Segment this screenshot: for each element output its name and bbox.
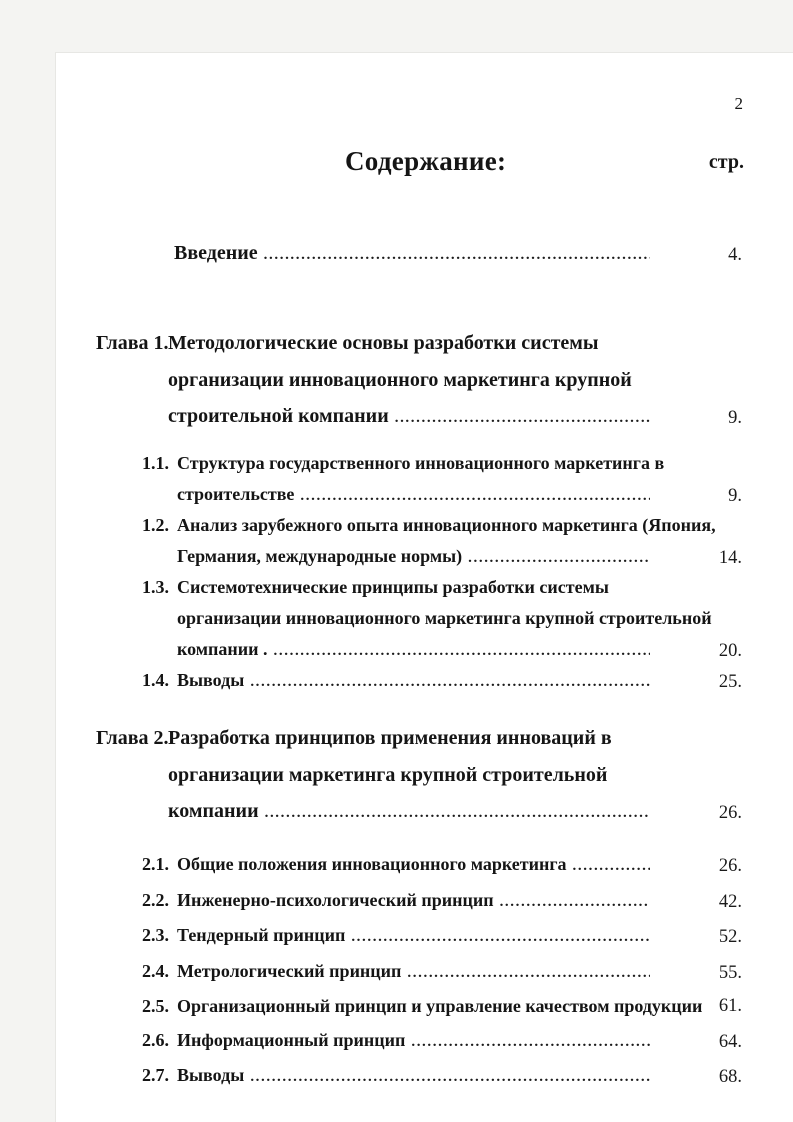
toc-entry-text-line: организации инновационного маркетинга крупной	[168, 368, 632, 391]
toc-entry-text: Метрологический принцип	[177, 960, 402, 981]
toc-entry	[0, 572, 793, 667]
toc-entry-number: Глава 2.	[96, 727, 169, 749]
toc-entry-text: строительной компании	[168, 405, 389, 427]
toc-entry-text-line	[177, 1025, 650, 1058]
toc-entry-text-line: Системотехнические принципы разработки системы	[177, 577, 609, 597]
toc-page-number: 55.	[718, 962, 742, 983]
toc-page-number: 4.	[728, 245, 742, 265]
toc-entry-text-line	[177, 634, 650, 667]
toc-entry	[0, 1025, 793, 1058]
toc-page-number: 52.	[718, 927, 742, 947]
toc-entry-text-line	[177, 885, 650, 918]
toc-entry-number: 1.1.	[142, 453, 169, 473]
toc-entry-text-line	[177, 541, 650, 574]
toc-page-number: 14.	[718, 548, 742, 568]
toc-entry-text-line	[168, 398, 650, 437]
toc-entry	[0, 448, 793, 512]
toc-group-chapter-1	[0, 325, 793, 437]
toc-entry	[0, 238, 793, 271]
toc-entry	[0, 1060, 793, 1093]
toc-entry-number: 2.5.	[142, 996, 169, 1016]
toc-entry-text-line	[177, 956, 650, 989]
toc-page-number: 68.	[718, 1067, 742, 1087]
dot-leader	[500, 887, 650, 918]
dot-leader	[265, 795, 650, 832]
toc-entry-number: 1.4.	[142, 670, 169, 690]
dot-leader	[250, 667, 650, 698]
toc-entry-text-line	[168, 793, 650, 832]
toc-entry-text-line	[174, 238, 650, 271]
toc-entry-number: Глава 1.	[96, 332, 169, 354]
dot-leader	[300, 481, 650, 512]
page-number: 2	[734, 94, 743, 113]
toc-group-sections-1	[0, 448, 793, 696]
toc-entry-text-line	[177, 665, 650, 698]
toc-entry-text: Введение	[174, 242, 258, 264]
toc-entry-number: 2.1.	[142, 854, 169, 874]
toc-page-number: 9.	[728, 486, 742, 506]
toc-entry-text-line: Методологические основы разработки системы	[168, 332, 599, 354]
toc-group-sections-2	[0, 849, 793, 1096]
toc-entry-number: 2.4.	[142, 960, 169, 981]
toc-entry	[0, 849, 793, 882]
toc-group-chapter-2	[0, 720, 793, 832]
dot-leader	[573, 851, 650, 882]
toc-entry-text-line: Разработка принципов применения инноваций в	[168, 727, 612, 749]
toc-entry-text: Общие положения инновационного маркетинга	[177, 854, 567, 874]
toc-page-number: 42.	[718, 891, 742, 912]
toc-page-number: 26.	[718, 856, 742, 876]
toc-entry-text-line	[177, 1060, 650, 1093]
dot-leader	[395, 400, 650, 437]
toc-entry-number: 1.3.	[142, 577, 169, 597]
page-column-heading: стр.	[708, 151, 744, 173]
toc-group-intro	[0, 238, 793, 271]
toc-entry-text-line	[177, 920, 650, 953]
toc-entry	[0, 665, 793, 698]
toc-entry-text: Выводы	[177, 1065, 245, 1085]
toc-entry-text: Организационный принцип и управление качеством продукции	[177, 996, 703, 1016]
toc-entry-text-line: организации инновационного маркетинга крупной строительной	[177, 608, 712, 628]
dot-leader	[264, 240, 650, 271]
toc-entry-number: 2.3.	[142, 925, 169, 945]
toc-page-number: 61.	[718, 996, 742, 1016]
toc-entry-text: Информационный принцип	[177, 1029, 406, 1050]
toc-entry	[0, 510, 793, 574]
toc-entry-text-line	[177, 849, 650, 882]
toc-entry-text-line	[177, 479, 650, 512]
toc-entry	[0, 956, 793, 989]
toc-entry-text-line: Анализ зарубежного опыта инновационного маркетинга (Япония,	[177, 515, 716, 535]
dot-leader	[250, 1062, 650, 1093]
toc-page-number: 9.	[728, 408, 742, 428]
toc-entry-number: 2.7.	[142, 1065, 169, 1085]
toc-entry-number: 2.6.	[142, 1029, 169, 1050]
toc-entry	[0, 885, 793, 918]
dot-leader	[468, 543, 650, 574]
toc-entry-text: компании	[168, 800, 259, 822]
toc-entry-text: Германия, международные нормы)	[177, 546, 463, 566]
dot-leader	[411, 1027, 650, 1058]
dot-leader	[351, 922, 650, 953]
toc-entry-text: Тендерный принцип	[177, 925, 346, 945]
toc-page-number: 25.	[718, 672, 742, 692]
toc-entry-text-line: организации маркетинга крупной строительной	[168, 763, 608, 786]
toc-entry-number: 2.2.	[142, 889, 169, 910]
toc-entry-text-line: Структура государственного инновационного маркетинга в	[177, 453, 665, 473]
toc-entry	[0, 991, 793, 1022]
toc-entry-number: 1.2.	[142, 515, 169, 535]
toc-entry-text: компании .	[177, 639, 268, 659]
dot-leader	[407, 958, 650, 989]
toc-entry-text: Инженерно-психологический принцип	[177, 889, 494, 910]
toc-entry-text: строительстве	[177, 484, 295, 504]
dot-leader	[274, 636, 650, 667]
toc-entry-text: Выводы	[177, 670, 245, 690]
toc-entry-text-line	[177, 991, 703, 1022]
toc-page-number: 64.	[718, 1031, 742, 1052]
toc-entry	[0, 720, 793, 832]
toc-entry	[0, 325, 793, 437]
toc-entry	[0, 920, 793, 953]
toc-page-number: 26.	[718, 803, 742, 823]
toc-page-number: 20.	[718, 641, 742, 661]
page-title: Содержание:	[345, 146, 507, 176]
